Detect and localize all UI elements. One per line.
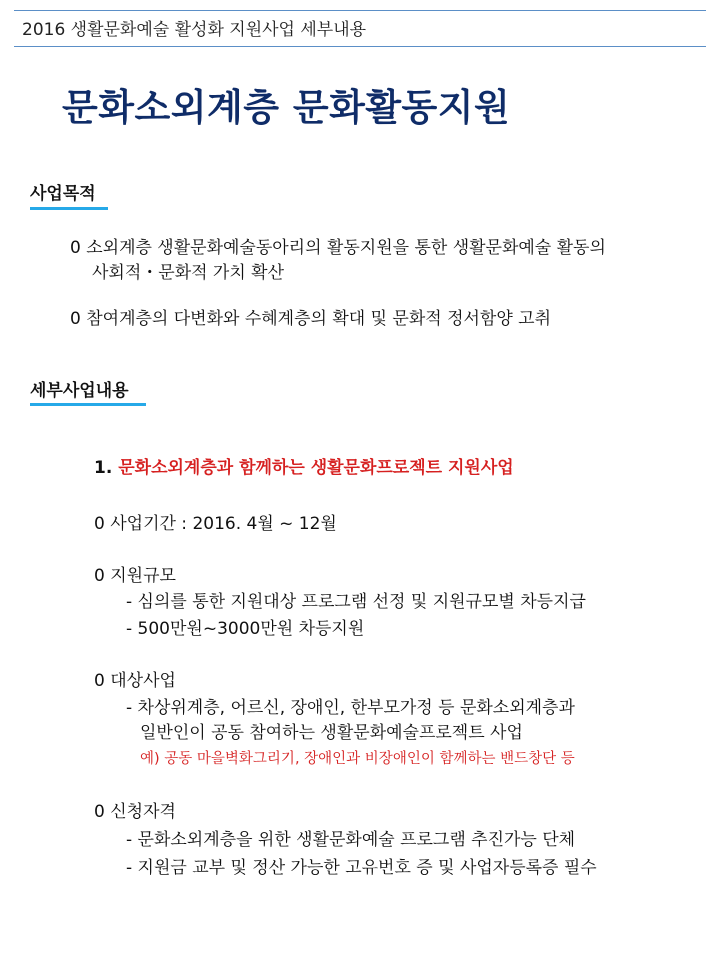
target-label: 0 대상사업 [94, 671, 176, 691]
scale-item-1: - 심의를 통한 지원대상 프로그램 선정 및 지원규모별 차등지급 [126, 592, 586, 612]
header-title: 2016 생활문화예술 활성화 지원사업 세부내용 [22, 20, 367, 40]
scale-label: 0 지원규모 [94, 566, 176, 586]
eligibility-item-1: - 문화소외계층을 위한 생활문화예술 프로그램 추진가능 단체 [126, 830, 576, 850]
project-number: 1. [94, 458, 113, 478]
scale-item-2: - 500만원~3000만원 차등지원 [126, 619, 365, 639]
purpose-item-1-line-1: 0 소외계층 생활문화예술동아리의 활동지원을 통한 생활문화예술 활동의 [70, 238, 606, 258]
project-period: 0 사업기간 : 2016. 4월 ~ 12월 [94, 514, 337, 534]
eligibility-item-2: - 지원금 교부 및 정산 가능한 고유번호 증 및 사업자등록증 필수 [126, 858, 597, 878]
details-heading-underline [30, 403, 146, 406]
eligibility-label: 0 신청자격 [94, 802, 176, 822]
project-title [94, 456, 514, 480]
purpose-heading-underline [30, 207, 108, 210]
details-heading: 세부사업내용 [30, 381, 129, 401]
header-top-rule [14, 10, 706, 11]
purpose-item-1-line-2: 사회적・문화적 가치 확산 [92, 263, 285, 283]
project-name: 문화소외계층과 함께하는 생활문화프로젝트 지원사업 [118, 458, 514, 478]
purpose-item-2: 0 참여계층의 다변화와 수혜계층의 확대 및 문화적 정서함양 고취 [70, 309, 552, 329]
purpose-heading: 사업목적 [30, 184, 96, 204]
main-title: 문화소외계층 문화활동지원 [62, 86, 511, 129]
target-example: 예) 공동 마을벽화그리기, 장애인과 비장애인이 함께하는 밴드창단 등 [140, 751, 575, 767]
target-line-1: - 차상위계층, 어르신, 장애인, 한부모가정 등 문화소외계층과 [126, 698, 575, 718]
header-bottom-rule [14, 46, 706, 47]
target-line-2: 일반인이 공동 참여하는 생활문화예술프로젝트 사업 [140, 723, 523, 743]
